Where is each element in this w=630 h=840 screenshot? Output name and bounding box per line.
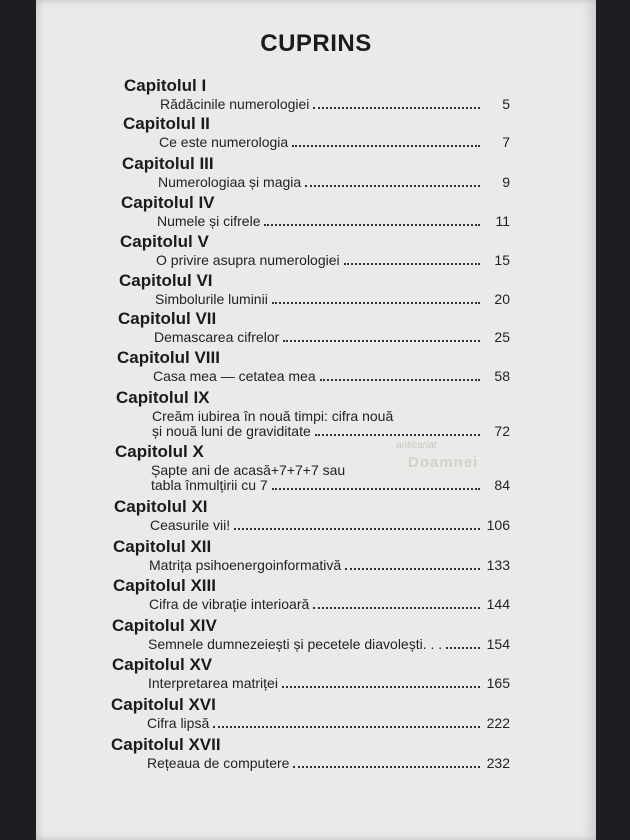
dot-leader bbox=[292, 144, 480, 147]
watermark-line1: anticariat bbox=[396, 440, 437, 451]
chapter-title-text: O privire asupra numerologiei bbox=[156, 252, 340, 268]
chapter-title-text: Ceasurile vii! bbox=[150, 517, 231, 533]
chapter-title-text: tabla înmulțirii cu 7 bbox=[151, 477, 268, 493]
page-number: 154 bbox=[486, 636, 510, 652]
dot-leader bbox=[272, 487, 480, 490]
chapter-title-line bbox=[151, 462, 345, 478]
dot-leader bbox=[272, 301, 480, 304]
dot-leader bbox=[213, 725, 480, 728]
toc-entry[interactable] bbox=[147, 755, 510, 771]
watermark-line2: Doamnei bbox=[408, 454, 479, 471]
toc-entry[interactable] bbox=[150, 517, 510, 533]
toc-chapter bbox=[36, 576, 596, 616]
chapter-heading: Capitolul XV bbox=[112, 655, 213, 674]
page-number: 9 bbox=[502, 174, 510, 190]
toc-entry[interactable] bbox=[154, 329, 510, 345]
page-number: 72 bbox=[494, 423, 510, 439]
toc-entry[interactable] bbox=[160, 96, 510, 112]
chapter-title-text: Cifra de vibrație interioară bbox=[149, 596, 310, 612]
toc-chapter bbox=[36, 114, 596, 154]
chapter-heading: Capitolul VII bbox=[118, 309, 217, 328]
chapter-title-text: Numerologiaa și magia bbox=[158, 174, 302, 190]
toc-entry[interactable] bbox=[155, 291, 510, 307]
toc-chapter bbox=[36, 76, 596, 116]
chapter-heading: Capitolul XVII bbox=[111, 735, 221, 754]
toc-chapter bbox=[36, 442, 596, 493]
page-number: 58 bbox=[494, 368, 510, 384]
toc-chapter bbox=[36, 616, 596, 656]
dot-leader bbox=[320, 378, 480, 381]
toc-chapter bbox=[36, 271, 596, 311]
dot-leader bbox=[345, 567, 480, 570]
dot-leader bbox=[293, 765, 480, 768]
chapter-title-line bbox=[152, 408, 393, 424]
chapter-heading: Capitolul V bbox=[120, 232, 209, 251]
toc-entry[interactable] bbox=[149, 596, 510, 612]
toc-entry[interactable] bbox=[153, 368, 510, 384]
toc-entry[interactable] bbox=[156, 252, 510, 268]
dot-leader bbox=[305, 184, 480, 187]
toc-entry[interactable] bbox=[158, 174, 510, 190]
page-number: 20 bbox=[494, 291, 510, 307]
chapter-title-text: Simbolurile luminii bbox=[155, 291, 268, 307]
chapter-title-text: Rețeaua de computere bbox=[147, 755, 290, 771]
chapter-heading: Capitolul VI bbox=[119, 271, 213, 290]
toc-chapter bbox=[36, 348, 596, 388]
chapter-heading: Capitolul XI bbox=[114, 497, 208, 516]
chapter-title-text: Demascarea cifrelor bbox=[154, 329, 280, 345]
chapter-heading: Capitolul IV bbox=[121, 193, 215, 212]
toc-entry[interactable] bbox=[147, 715, 510, 731]
page-number: 133 bbox=[486, 557, 510, 573]
chapter-title-text: Creăm iubirea în nouă timpi: cifra nouă bbox=[152, 408, 394, 424]
toc-entry[interactable] bbox=[148, 636, 510, 652]
chapter-title-text: Cifra lipsă bbox=[147, 715, 210, 731]
chapter-heading: Capitolul XVI bbox=[111, 695, 216, 714]
chapter-heading: Capitolul II bbox=[123, 114, 210, 133]
page-number: 144 bbox=[486, 596, 510, 612]
chapter-heading: Capitolul I bbox=[124, 76, 207, 95]
page-number: 25 bbox=[494, 329, 510, 345]
chapter-heading: Capitolul XIII bbox=[113, 576, 216, 595]
dot-leader bbox=[315, 433, 480, 436]
toc-chapter bbox=[36, 232, 596, 272]
dot-leader bbox=[313, 106, 480, 109]
toc-chapter bbox=[36, 735, 596, 775]
page-number: 84 bbox=[494, 477, 510, 493]
chapter-title-text: și nouă luni de graviditate bbox=[152, 423, 311, 439]
chapter-title-text: Casa mea — cetatea mea bbox=[153, 368, 316, 384]
toc-chapter bbox=[36, 154, 596, 194]
page-number: 7 bbox=[502, 134, 510, 150]
page-number: 232 bbox=[486, 755, 510, 771]
chapter-heading: Capitolul XII bbox=[113, 537, 212, 556]
chapter-title-text: Matrița psihoenergoinformativă bbox=[149, 557, 342, 573]
page-title: CUPRINS bbox=[260, 30, 372, 57]
page-number: 165 bbox=[486, 675, 510, 691]
toc-chapter bbox=[36, 193, 596, 233]
page-number: 15 bbox=[494, 252, 510, 268]
toc-chapter bbox=[36, 655, 596, 695]
toc-chapter bbox=[36, 388, 596, 439]
chapter-title-text: Rădăcinile numerologiei bbox=[160, 96, 310, 112]
chapter-title-text: Numele și cifrele bbox=[157, 213, 261, 229]
chapter-title-text: Interpretarea matriței bbox=[148, 675, 278, 691]
dot-leader bbox=[313, 606, 480, 609]
chapter-title-text: Șapte ani de acasă+7+7+7 sau bbox=[151, 462, 346, 478]
chapter-heading: Capitolul XIV bbox=[112, 616, 217, 635]
toc-entry[interactable] bbox=[152, 423, 510, 439]
chapter-heading: Capitolul VIII bbox=[117, 348, 220, 367]
toc-entry[interactable] bbox=[159, 134, 510, 150]
dot-leader bbox=[234, 527, 480, 530]
chapter-heading: Capitolul IX bbox=[116, 388, 210, 407]
page-number: 222 bbox=[486, 715, 510, 731]
chapter-heading: Capitolul III bbox=[122, 154, 214, 173]
dot-leader bbox=[344, 262, 480, 265]
dot-leader bbox=[282, 685, 480, 688]
toc-entry[interactable] bbox=[149, 557, 510, 573]
chapter-heading: Capitolul X bbox=[115, 442, 204, 461]
toc-chapter bbox=[36, 497, 596, 537]
toc-entry[interactable] bbox=[148, 675, 510, 691]
dot-leader bbox=[446, 646, 480, 649]
chapter-title-text: Semnele dumnezeiești și pecetele diavolești. . . bbox=[148, 636, 443, 652]
page-number: 5 bbox=[502, 96, 510, 112]
dot-leader bbox=[264, 223, 480, 226]
book-page bbox=[36, 0, 596, 840]
chapter-title-text: Ce este numerologia bbox=[159, 134, 289, 150]
page-number: 106 bbox=[486, 517, 510, 533]
toc-chapter bbox=[36, 309, 596, 349]
toc-chapter bbox=[36, 695, 596, 735]
toc-entry[interactable] bbox=[151, 477, 510, 493]
dot-leader bbox=[283, 339, 480, 342]
toc-entry[interactable] bbox=[157, 213, 510, 229]
page-number: 11 bbox=[495, 213, 510, 229]
toc-chapter bbox=[36, 537, 596, 577]
